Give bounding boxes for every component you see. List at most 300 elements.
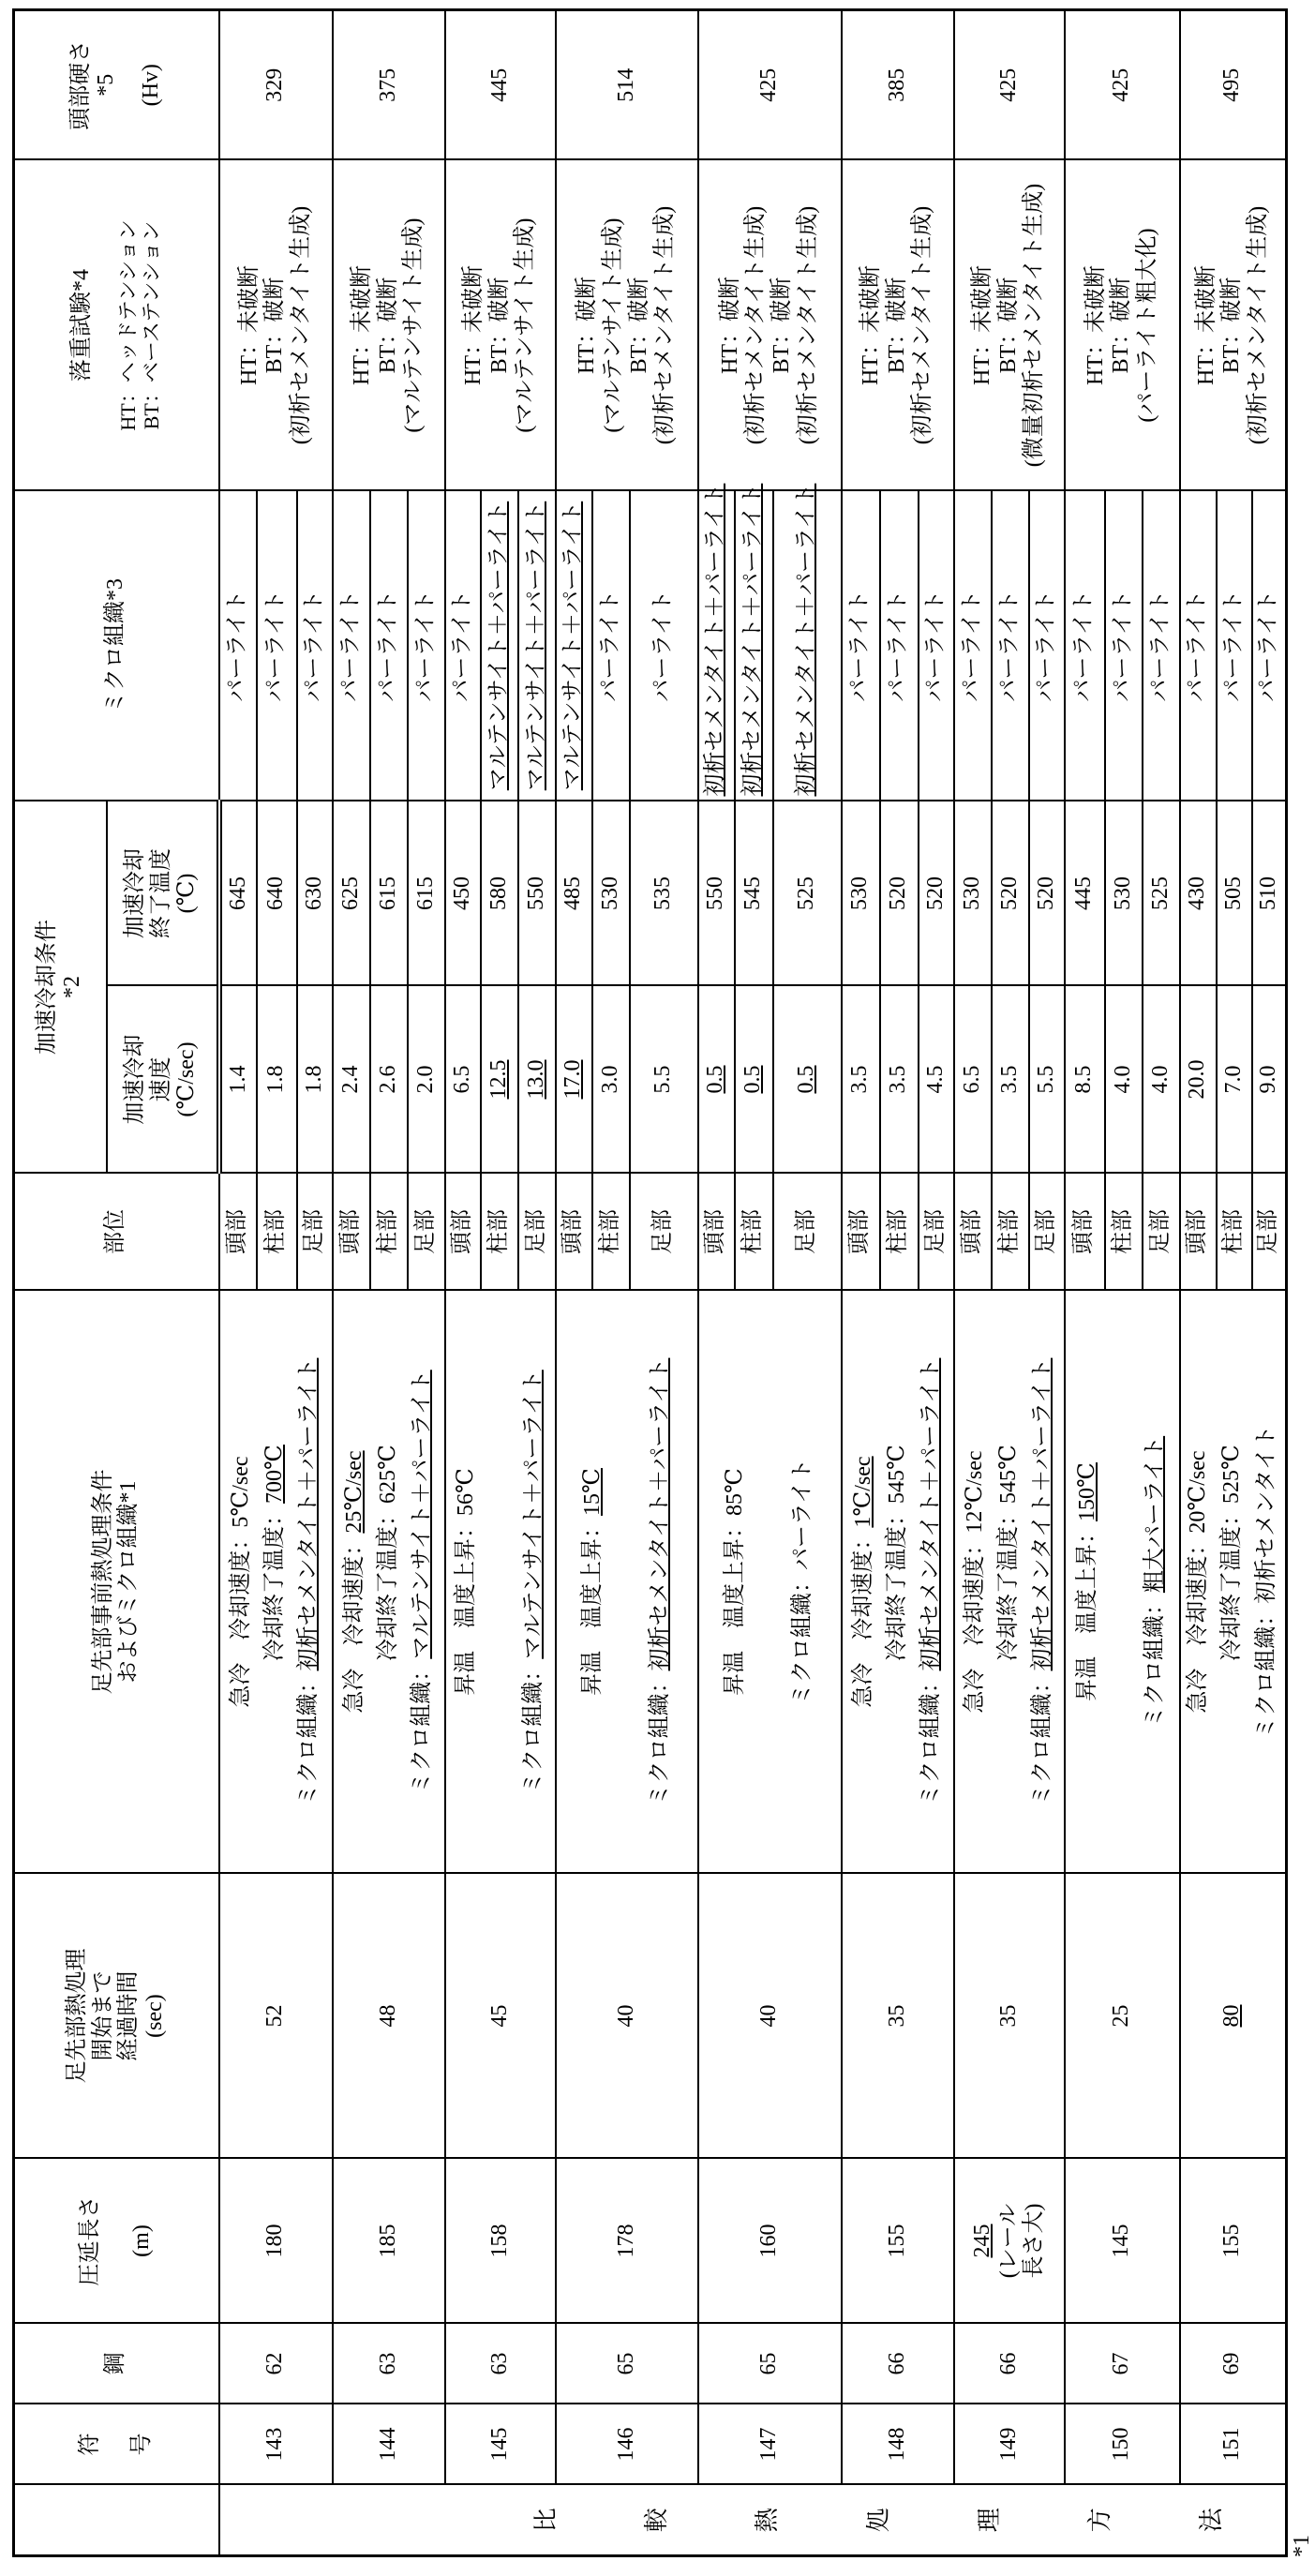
cell-part: 頭部 bbox=[333, 1174, 370, 1291]
cell-part: 柱部 bbox=[1105, 1174, 1143, 1291]
accel-rate-value: 7.0 bbox=[1221, 1066, 1246, 1094]
cell-steel: 65 bbox=[556, 2324, 698, 2404]
micro-value: パーライト bbox=[450, 590, 474, 701]
cell-accel-rate bbox=[445, 986, 481, 1174]
micro-value: パーライト bbox=[1185, 590, 1209, 701]
pre-mode: 急冷 bbox=[963, 1669, 987, 1714]
cell-accel-rate bbox=[333, 986, 370, 1174]
pre-micro-label: ミクロ組織： bbox=[410, 1659, 434, 1794]
accel-rate-value: 0.5 bbox=[703, 1066, 727, 1094]
pre-value: 25℃/sec bbox=[342, 1450, 366, 1533]
cell-accel-rate bbox=[1065, 986, 1105, 1174]
cell-drop-test bbox=[842, 160, 954, 491]
cell-accel-end-temp: 640 bbox=[257, 801, 297, 986]
cell-part: 足部 bbox=[773, 1174, 842, 1291]
pre-mode: 昇温 bbox=[454, 1651, 478, 1696]
pre-mode: 昇温 bbox=[1075, 1656, 1099, 1701]
pre-micro-line bbox=[1254, 1295, 1280, 1869]
cell-micro bbox=[518, 491, 556, 801]
cell-micro bbox=[219, 491, 257, 801]
accel-rate-value: 2.0 bbox=[413, 1066, 438, 1094]
cell-micro bbox=[408, 491, 445, 801]
cell-micro bbox=[992, 491, 1029, 801]
length-value: 245 bbox=[970, 2224, 994, 2258]
drop-test-line: BT：破断 bbox=[770, 165, 796, 487]
cell-micro bbox=[1065, 491, 1105, 801]
accel-rate-value: 5.5 bbox=[1034, 1066, 1058, 1094]
pre-label: 温度上昇： bbox=[1075, 1521, 1099, 1634]
cell-accel-rate bbox=[408, 986, 445, 1174]
pre-label: 冷却終了温度： bbox=[262, 1504, 287, 1661]
cell-part: 頭部 bbox=[1180, 1174, 1217, 1291]
cell-steel: 66 bbox=[954, 2324, 1065, 2404]
elapsed-value: 35 bbox=[885, 2005, 909, 2028]
pre-mode: 急冷 bbox=[851, 1663, 875, 1708]
cell-accel-end-temp: 445 bbox=[1065, 801, 1105, 986]
cell-micro bbox=[919, 491, 954, 801]
section-label-char: 法 bbox=[1198, 2508, 1226, 2532]
cell-micro bbox=[630, 491, 698, 801]
micro-value: パーライト bbox=[413, 590, 438, 701]
length-value: 180 bbox=[262, 2224, 287, 2258]
cell-accel-rate bbox=[592, 986, 630, 1174]
cell-accel-end-temp: 535 bbox=[630, 801, 698, 986]
pre-micro-label: ミクロ組織： bbox=[1254, 1604, 1278, 1739]
cell-pre-treatment bbox=[556, 1291, 698, 1874]
cell-part: 柱部 bbox=[735, 1174, 773, 1291]
cell-no: 143 bbox=[219, 2404, 333, 2485]
cell-accel-rate bbox=[556, 986, 592, 1174]
cell-elapsed bbox=[1065, 1874, 1180, 2159]
cell-drop-test bbox=[1065, 160, 1180, 491]
pre-line bbox=[885, 1295, 911, 1869]
pre-value: 545℃ bbox=[885, 1445, 909, 1504]
cell-accel-rate bbox=[1217, 986, 1252, 1174]
cell-accel-end-temp: 525 bbox=[773, 801, 842, 986]
table-row bbox=[333, 10, 370, 2556]
pre-line bbox=[229, 1295, 255, 1869]
pre-line bbox=[723, 1295, 749, 1869]
pre-value: 5℃/sec bbox=[229, 1456, 253, 1527]
pre-treatment-lines bbox=[580, 1295, 674, 1869]
drop-test-line: HT：破断 bbox=[718, 165, 744, 487]
pre-micro-value: マルテンサイト＋パーライト bbox=[410, 1370, 434, 1658]
pre-line bbox=[454, 1295, 480, 1869]
pre-mode: 昇温 bbox=[723, 1651, 747, 1696]
cell-accel-end-temp: 530 bbox=[592, 801, 630, 986]
cell-micro bbox=[1217, 491, 1252, 801]
cell-no: 150 bbox=[1065, 2404, 1180, 2485]
pre-micro-value: パーライト bbox=[790, 1459, 814, 1570]
cell-hardness: 329 bbox=[219, 10, 333, 160]
micro-value: パーライト bbox=[1256, 590, 1280, 701]
cell-accel-end-temp: 530 bbox=[954, 801, 992, 986]
header-line: BT：ベーステンション bbox=[140, 165, 163, 487]
section-label-char: 方 bbox=[1086, 2508, 1114, 2532]
cell-drop-test bbox=[698, 160, 842, 491]
cell-accel-end-temp: 625 bbox=[333, 801, 370, 986]
drop-test-line: HT：未破断 bbox=[1194, 165, 1220, 487]
pre-micro-label: ミクロ組織： bbox=[1030, 1670, 1054, 1805]
header-line: 加速冷却 bbox=[123, 806, 149, 981]
cell-no: 149 bbox=[954, 2404, 1065, 2485]
cell-part: 柱部 bbox=[370, 1174, 408, 1291]
cell-accel-rate bbox=[1105, 986, 1143, 1174]
cell-steel: 69 bbox=[1180, 2324, 1287, 2404]
pre-micro-line bbox=[648, 1295, 674, 1869]
cell-elapsed bbox=[954, 1874, 1065, 2159]
cell-part: 足部 bbox=[297, 1174, 333, 1291]
drop-test-line: (初析セメンタイト生成) bbox=[289, 165, 315, 487]
cell-elapsed bbox=[556, 1874, 698, 2159]
cell-hardness: 425 bbox=[1065, 10, 1180, 160]
micro-value: パーライト bbox=[1148, 590, 1173, 701]
cell-elapsed bbox=[333, 1874, 445, 2159]
pre-line bbox=[376, 1295, 402, 1869]
pre-label: 冷却終了温度： bbox=[885, 1504, 909, 1661]
pre-value: 85℃ bbox=[723, 1468, 747, 1516]
cell-accel-rate bbox=[773, 986, 842, 1174]
pre-micro-label: ミクロ組織： bbox=[648, 1670, 672, 1805]
cell-drop-test bbox=[445, 160, 556, 491]
table-body bbox=[219, 10, 1287, 2556]
pre-micro-label: ミクロ組織： bbox=[790, 1570, 814, 1705]
cell-part: 頭部 bbox=[842, 1174, 880, 1291]
header-line: 頭部硬さ bbox=[68, 15, 95, 156]
pre-label: 冷却速度： bbox=[342, 1534, 366, 1646]
cell-part: 頭部 bbox=[556, 1174, 592, 1291]
pre-treatment-lines bbox=[723, 1295, 816, 1869]
micro-value: パーライト bbox=[960, 590, 984, 701]
section-label-char: 較 bbox=[643, 2508, 671, 2532]
cell-length bbox=[333, 2159, 445, 2324]
cell-accel-rate bbox=[630, 986, 698, 1174]
micro-value: パーライト bbox=[847, 590, 872, 701]
header-line: 経過時間 bbox=[116, 1879, 142, 2154]
table-row bbox=[556, 10, 592, 2556]
cell-part: 足部 bbox=[630, 1174, 698, 1291]
cell-pre-treatment bbox=[842, 1291, 954, 1874]
accel-rate-value: 9.0 bbox=[1256, 1066, 1280, 1094]
cell-length bbox=[698, 2159, 842, 2324]
header-line: 足先部事前熱処理条件 bbox=[91, 1295, 117, 1869]
drop-test-line: (パーライト粗大化) bbox=[1135, 165, 1161, 487]
footnote: *1 bbox=[1290, 2535, 1315, 2557]
drop-test-line: (初析セメンタイト生成) bbox=[743, 165, 770, 487]
cell-hardness: 385 bbox=[842, 10, 954, 160]
pre-micro-line bbox=[521, 1295, 547, 1869]
length-value: 145 bbox=[1109, 2224, 1133, 2258]
table-row bbox=[219, 10, 257, 2556]
cell-accel-rate bbox=[735, 986, 773, 1174]
accel-rate-value: 20.0 bbox=[1185, 1060, 1209, 1100]
accel-rate-value: 1.8 bbox=[302, 1066, 326, 1094]
pre-micro-line bbox=[296, 1295, 322, 1869]
header-line: 速度 bbox=[149, 991, 175, 1169]
header-line: 加速冷却条件 bbox=[35, 806, 61, 1169]
pre-treatment-lines bbox=[963, 1295, 1056, 1869]
drop-test-line: HT：未破断 bbox=[970, 165, 996, 487]
cell-micro bbox=[954, 491, 992, 801]
cell-micro bbox=[1143, 491, 1180, 801]
pre-treatment-lines bbox=[229, 1295, 322, 1869]
cell-pre-treatment bbox=[954, 1291, 1065, 1874]
micro-value: パーライト bbox=[1034, 590, 1058, 701]
elapsed-value: 80 bbox=[1219, 2005, 1244, 2028]
cell-part: 足部 bbox=[919, 1174, 954, 1291]
micro-value: パーライト bbox=[598, 590, 622, 701]
pre-label: 冷却速度： bbox=[851, 1528, 875, 1640]
pre-label: 冷却終了温度： bbox=[1219, 1504, 1244, 1661]
cell-accel-rate bbox=[880, 986, 919, 1174]
accel-rate-value: 3.5 bbox=[847, 1066, 872, 1094]
accel-rate-value: 0.5 bbox=[794, 1066, 818, 1094]
cell-no: 146 bbox=[556, 2404, 698, 2485]
drop-test-line: BT：破断 bbox=[627, 165, 653, 487]
cell-steel: 65 bbox=[698, 2324, 842, 2404]
header-part: 部位 bbox=[14, 1174, 219, 1291]
header-line: (℃) bbox=[174, 806, 201, 981]
rotated-page bbox=[0, 0, 1299, 2576]
cell-no: 145 bbox=[445, 2404, 556, 2485]
pre-line bbox=[963, 1295, 989, 1869]
cell-part: 頭部 bbox=[219, 1174, 257, 1291]
pre-line bbox=[1075, 1295, 1101, 1869]
pre-value: 545℃ bbox=[996, 1445, 1021, 1504]
micro-value: パーライト bbox=[997, 590, 1022, 701]
cell-steel: 63 bbox=[333, 2324, 445, 2404]
micro-value: マルテンサイト＋パーライト bbox=[524, 502, 548, 790]
cell-accel-end-temp: 520 bbox=[1029, 801, 1065, 986]
pre-label: 冷却速度： bbox=[1186, 1534, 1210, 1646]
drop-test-line: (初析セメンタイト生成) bbox=[1246, 165, 1272, 487]
accel-rate-value: 4.5 bbox=[923, 1066, 948, 1094]
cell-pre-treatment bbox=[219, 1291, 333, 1874]
micro-value: パーライト bbox=[302, 590, 326, 701]
cell-accel-end-temp: 580 bbox=[481, 801, 518, 986]
pre-line bbox=[1219, 1295, 1246, 1869]
table-row bbox=[1180, 10, 1217, 2556]
header-micro: ミクロ組織*3 bbox=[14, 491, 219, 801]
cell-hardness: 425 bbox=[698, 10, 842, 160]
pre-value: 15℃ bbox=[580, 1468, 605, 1516]
micro-value: マルテンサイト＋パーライト bbox=[486, 502, 511, 790]
header-accel-cooling bbox=[14, 801, 107, 1174]
pre-micro-value: 初析セメンタイト＋パーライト bbox=[1030, 1358, 1054, 1671]
cell-micro bbox=[842, 491, 880, 801]
accel-rate-value: 0.5 bbox=[740, 1066, 765, 1094]
pre-treatment-lines bbox=[454, 1295, 547, 1869]
pre-micro-value: マルテンサイト＋パーライト bbox=[521, 1370, 545, 1658]
table-row bbox=[698, 10, 735, 2556]
table-row bbox=[445, 10, 481, 2556]
cell-accel-end-temp: 430 bbox=[1180, 801, 1217, 986]
cell-accel-end-temp: 525 bbox=[1143, 801, 1180, 986]
pre-micro-label: ミクロ組織： bbox=[1143, 1593, 1167, 1728]
cell-pre-treatment bbox=[1065, 1291, 1180, 1874]
header-elapsed bbox=[14, 1874, 219, 2159]
cell-part: 足部 bbox=[518, 1174, 556, 1291]
pre-micro-value: 粗大パーライト bbox=[1143, 1436, 1167, 1593]
cell-accel-end-temp: 530 bbox=[1105, 801, 1143, 986]
cell-hardness: 375 bbox=[333, 10, 445, 160]
drop-test-line: (初析セメンタイト生成) bbox=[796, 165, 822, 487]
cell-elapsed bbox=[445, 1874, 556, 2159]
header-hardness bbox=[14, 10, 219, 160]
pre-label: 温度上昇： bbox=[580, 1516, 605, 1628]
cell-micro bbox=[445, 491, 481, 801]
accel-rate-value: 17.0 bbox=[560, 1060, 585, 1100]
pre-treatment-lines bbox=[1075, 1295, 1169, 1869]
pre-value: 12℃/sec bbox=[963, 1450, 987, 1533]
length-value: 155 bbox=[1219, 2224, 1244, 2258]
cell-micro bbox=[333, 491, 370, 801]
pre-line bbox=[1186, 1295, 1212, 1869]
header-line: 開始まで bbox=[91, 1879, 117, 2154]
accel-rate-value: 5.5 bbox=[650, 1066, 675, 1094]
cell-micro bbox=[592, 491, 630, 801]
cell-no: 147 bbox=[698, 2404, 842, 2485]
cell-no: 148 bbox=[842, 2404, 954, 2485]
cell-no: 151 bbox=[1180, 2404, 1287, 2485]
length-note: 長さ大) bbox=[1022, 2204, 1046, 2279]
cell-hardness: 495 bbox=[1180, 10, 1287, 160]
drop-test-line: (マルテンサイト生成) bbox=[401, 165, 427, 487]
pre-treatment-lines bbox=[851, 1295, 945, 1869]
cell-micro bbox=[1029, 491, 1065, 801]
cell-accel-end-temp: 520 bbox=[880, 801, 919, 986]
cell-drop-test bbox=[556, 160, 698, 491]
cell-length bbox=[445, 2159, 556, 2324]
cell-length bbox=[842, 2159, 954, 2324]
cell-accel-end-temp: 450 bbox=[445, 801, 481, 986]
cell-accel-end-temp: 615 bbox=[370, 801, 408, 986]
pre-line bbox=[580, 1295, 606, 1869]
header-line: 終了温度 bbox=[149, 806, 175, 981]
drop-test-line: HT：未破断 bbox=[461, 165, 487, 487]
cell-accel-end-temp: 645 bbox=[219, 801, 257, 986]
header-line: 足先部熱処理 bbox=[65, 1879, 91, 2154]
cell-pre-treatment bbox=[1180, 1291, 1287, 1874]
cell-accel-end-temp: 520 bbox=[919, 801, 954, 986]
pre-label: 冷却速度： bbox=[229, 1528, 253, 1640]
cell-drop-test bbox=[333, 160, 445, 491]
cell-accel-end-temp: 520 bbox=[992, 801, 1029, 986]
length-value: 160 bbox=[756, 2224, 781, 2258]
cell-length bbox=[1065, 2159, 1180, 2324]
accel-rate-value: 1.4 bbox=[226, 1066, 250, 1094]
cell-elapsed bbox=[698, 1874, 842, 2159]
accel-rate-value: 6.5 bbox=[450, 1066, 474, 1094]
drop-test-line: HT：未破断 bbox=[1083, 165, 1110, 487]
pre-mode: 昇温 bbox=[580, 1651, 605, 1696]
pre-micro-line bbox=[919, 1295, 945, 1869]
cell-drop-test bbox=[954, 160, 1065, 491]
accel-rate-value: 1.8 bbox=[263, 1066, 288, 1094]
pre-label: 温度上昇： bbox=[723, 1516, 747, 1628]
accel-rate-value: 3.5 bbox=[997, 1066, 1022, 1094]
section-label-char: 熱 bbox=[754, 2508, 782, 2532]
accel-rate-value: 2.4 bbox=[338, 1066, 363, 1094]
pre-value: 1℃/sec bbox=[851, 1456, 875, 1527]
drop-test-line: BT：破断 bbox=[996, 165, 1023, 487]
drop-test-line: (マルテンサイト生成) bbox=[513, 165, 539, 487]
header-pre-treatment bbox=[14, 1291, 219, 1874]
drop-test-line: BT：破断 bbox=[1109, 165, 1135, 487]
cell-part: 柱部 bbox=[992, 1174, 1029, 1291]
header-no bbox=[14, 2404, 219, 2485]
accel-rate-value: 2.6 bbox=[376, 1066, 400, 1094]
pre-mode: 急冷 bbox=[342, 1669, 366, 1714]
section-label-chars bbox=[532, 2490, 1226, 2552]
cell-accel-rate bbox=[842, 986, 880, 1174]
pre-line bbox=[996, 1295, 1023, 1869]
cell-hardness: 514 bbox=[556, 10, 698, 160]
section-label-char: 比 bbox=[532, 2508, 560, 2532]
cell-accel-rate bbox=[481, 986, 518, 1174]
pre-micro-label: ミクロ組織： bbox=[296, 1670, 321, 1805]
cell-accel-end-temp: 485 bbox=[556, 801, 592, 986]
micro-value: パーライト bbox=[1221, 590, 1246, 701]
length-note: (レール bbox=[996, 2204, 1021, 2279]
header-length-line: 圧延長さ bbox=[78, 2164, 104, 2319]
cell-drop-test bbox=[1180, 160, 1287, 491]
drop-test-line: BT：破断 bbox=[1219, 165, 1246, 487]
pre-value: 20℃/sec bbox=[1186, 1450, 1210, 1533]
header-line: 加速冷却 bbox=[123, 991, 149, 1169]
pre-micro-label: ミクロ組織： bbox=[919, 1670, 943, 1805]
header-no-line: 号 bbox=[129, 2409, 156, 2480]
drop-test-line: (初析セメンタイト生成) bbox=[910, 165, 936, 487]
cell-length bbox=[954, 2159, 1065, 2324]
cell-accel-rate bbox=[518, 986, 556, 1174]
cell-accel-rate bbox=[954, 986, 992, 1174]
cell-micro bbox=[481, 491, 518, 801]
micro-value: パーライト bbox=[886, 590, 910, 701]
cell-part: 柱部 bbox=[257, 1174, 297, 1291]
pre-micro-value: 初析セメンタイト＋パーライト bbox=[648, 1358, 672, 1671]
micro-value: 初析セメンタイト＋パーライト bbox=[703, 484, 727, 797]
pre-micro-label: ミクロ組織： bbox=[521, 1659, 545, 1794]
results-table bbox=[12, 8, 1288, 2557]
elapsed-value: 40 bbox=[756, 2005, 781, 2028]
drop-test-line: (初析セメンタイト生成) bbox=[652, 165, 679, 487]
drop-test-line: BT：破断 bbox=[885, 165, 911, 487]
section-label-char: 理 bbox=[976, 2508, 1004, 2532]
pre-mode: 急冷 bbox=[1186, 1669, 1210, 1714]
header-line: 落重試験*4 bbox=[69, 165, 96, 487]
cell-micro bbox=[1252, 491, 1287, 801]
header-line: *5 bbox=[94, 15, 120, 156]
pre-label: 冷却速度： bbox=[963, 1534, 987, 1646]
accel-rate-value: 6.5 bbox=[960, 1066, 984, 1094]
header-drop-test bbox=[14, 160, 219, 491]
cell-accel-rate bbox=[1143, 986, 1180, 1174]
section-label bbox=[219, 2485, 1287, 2556]
header-line: (Hv) bbox=[139, 15, 165, 156]
pre-micro-value: 初析セメンタイト＋パーライト bbox=[296, 1358, 321, 1671]
cell-length bbox=[1180, 2159, 1287, 2324]
drop-test-line: BT：破断 bbox=[262, 165, 289, 487]
drop-test-line: HT：未破断 bbox=[350, 165, 376, 487]
cell-drop-test bbox=[219, 160, 333, 491]
length-value: 178 bbox=[614, 2224, 638, 2258]
pre-micro-value: 初析セメンタイト＋パーライト bbox=[919, 1358, 943, 1671]
drop-test-line: BT：破断 bbox=[376, 165, 402, 487]
table-row bbox=[954, 10, 992, 2556]
header-line: およびミクロ組織*1 bbox=[116, 1295, 142, 1869]
cell-elapsed bbox=[219, 1874, 333, 2159]
